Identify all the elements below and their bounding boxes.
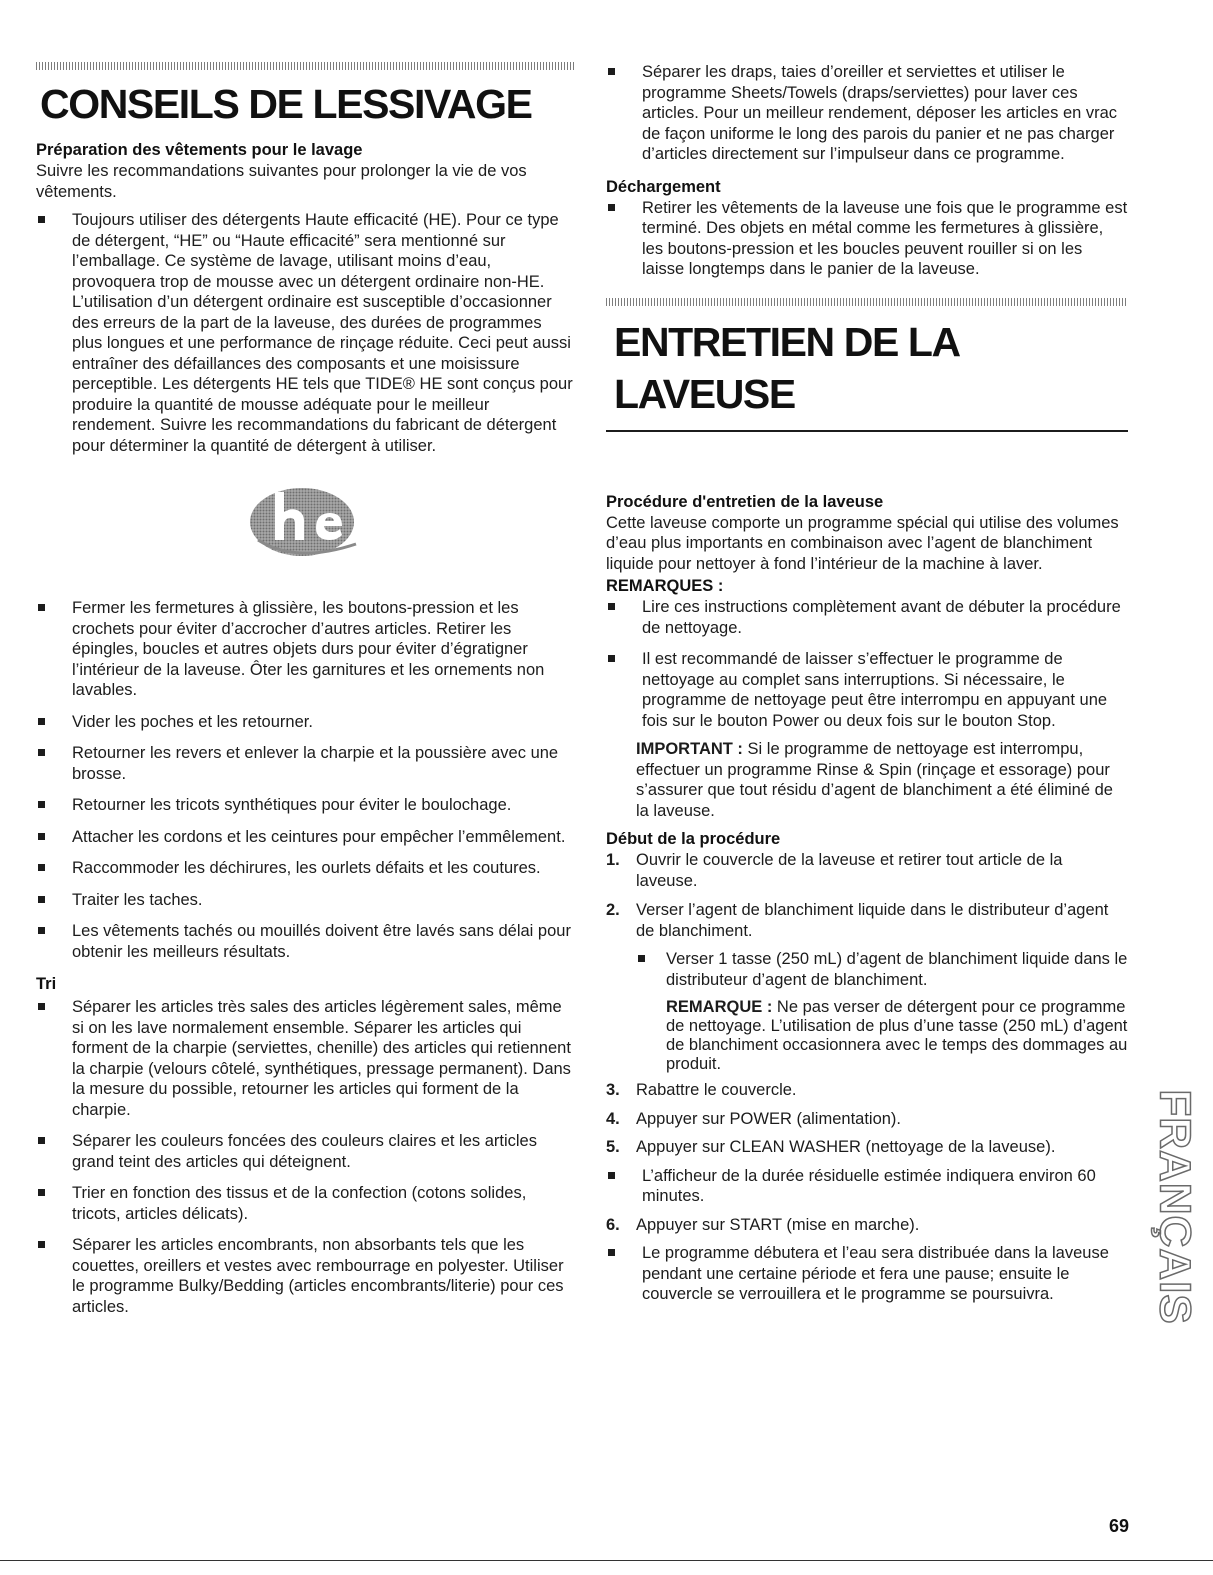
list-item: Retourner les revers et enlever la charpie et la poussière avec une brosse. — [36, 743, 576, 784]
step-number: 6. — [606, 1215, 620, 1234]
list-item: Il est recommandé de laisser s’effectuer le programme de nettoyage au complet sans interruptions. Si nécessaire, le programme de nettoyage peut être interrompu en appuyant une fois sur le bouton Power ou deux fois sur le bouton Stop. — [606, 649, 1128, 731]
step-item — [606, 1137, 1128, 1158]
prep-intro: Suivre les recommandations suivantes pour prolonger la vie de vos vêtements. — [36, 162, 527, 201]
step-item — [606, 1080, 1128, 1101]
important-label: IMPORTANT : — [636, 740, 743, 758]
he-logo-icon — [244, 482, 368, 570]
list-item: Le programme débutera et l’eau sera distribuée dans la laveuse pendant une certaine période et fera une pause; ensuite le couvercle se verrouillera et le programme se poursuivra. — [606, 1243, 1128, 1305]
section-title-laundry-tips: CONSEILS DE LESSIVAGE — [40, 81, 532, 127]
list-item: Séparer les draps, taies d’oreiller et serviettes et utiliser le programme Sheets/Towels (draps/serviettes) pour laver ces articles. Pour un meilleur rendement, déposer les articles en vrac de façon uniforme le long des parois du panier et ne pas charger d’articles directement sur l’impulseur dans ce programme. — [606, 62, 1128, 165]
title-rule — [606, 298, 1128, 306]
title-rule — [36, 62, 576, 70]
list-item: Verser 1 tasse (250 mL) d’agent de blanchiment liquide dans le distributeur d’agent de blanchiment. — [636, 949, 1128, 990]
step-text: Appuyer sur CLEAN WASHER (nettoyage de la laveuse). — [636, 1138, 1056, 1156]
step-text: Verser l’agent de blanchiment liquide dans le distributeur d’agent de blanchiment. — [636, 901, 1109, 940]
step-number: 5. — [606, 1138, 620, 1156]
right-column — [606, 62, 1128, 1305]
list-item: Trier en fonction des tissus et de la confection (cotons solides, tricots, articles délicats). — [36, 1183, 576, 1224]
step-text: Rabattre le couvercle. — [636, 1081, 797, 1099]
list-item: Fermer les fermetures à glissière, les boutons-pression et les crochets pour éviter d’accrocher d’autres articles. Retirer les épingles, boucles et autres objets durs pour éviter d’égratigner l’intérieur de la laveuse. Ôter les garnitures et les ornements non lavables. — [36, 598, 576, 701]
list-item: Raccommoder les déchirures, les ourlets défaits et les coutures. — [36, 858, 576, 879]
step-text: Appuyer sur POWER (alimentation). — [636, 1109, 902, 1128]
display-list — [606, 1166, 1128, 1207]
steps-list — [606, 850, 1128, 941]
step-item — [606, 850, 1128, 891]
procedure-heading: Procédure d'entretien de la laveuse — [606, 492, 884, 511]
title-underline — [606, 430, 1128, 432]
step-number: 2. — [606, 901, 620, 919]
step-six — [606, 1215, 1128, 1236]
list-item: Séparer les articles encombrants, non absorbants tels que les couettes, oreillers et vestes avec rembourrage en polyester. Utiliser le programme Bulky/Bedding (articles encombrants/literie) pour ces articles. — [36, 1235, 576, 1317]
list-item: Séparer les articles très sales des articles légèrement sales, même si on les lave normalement ensemble. Séparer les articles qui forment de la charpie (serviettes, chenille) des articles qui retiennent la charpie (velours côtelé, synthétiques, pressage permanent). Dans la mesure du possible, retourner les articles qui forment de la charpie. — [36, 997, 576, 1120]
section-title-washer-care: ENTRETIEN DE LA LAVEUSE — [614, 318, 959, 417]
language-tab-label: FRANÇAIS — [1151, 1089, 1201, 1325]
sheets-list — [606, 62, 1128, 165]
note-text: Ne pas verser de détergent pour ce programme de nettoyage. L’utilisation de plus d’une tasse (250 mL) d’agent de blanchiment occasionnera avec le temps des dommages au produit. — [666, 998, 1128, 1073]
note-label: REMARQUE : — [666, 998, 773, 1016]
sort-list — [36, 997, 576, 1317]
final-list — [606, 1243, 1128, 1305]
list-item: Lire ces instructions complètement avant de débuter la procédure de nettoyage. — [606, 597, 1128, 638]
step-number: 3. — [606, 1081, 620, 1099]
steps-list-continued — [606, 1080, 1128, 1158]
step-number: 4. — [606, 1109, 620, 1128]
important-text: Si le programme de nettoyage est interrompu, effectuer un programme Rinse & Spin (rinçage et essorage) pour s’assurer que tout résidu d’agent de blanchiment a été éliminé de la laveuse. — [636, 740, 1113, 820]
prep-list — [36, 598, 576, 962]
remarks-heading: REMARQUES : — [606, 577, 724, 595]
sort-heading: Tri — [36, 975, 57, 993]
step-number: 1. — [606, 851, 620, 869]
unload-heading: Déchargement — [606, 177, 721, 196]
list-item: Retirer les vêtements de la laveuse une fois que le programme est terminé. Des objets en métal comme les fermetures à glissière, les boutons-pression et les boucles peuvent rouiller si on les laisse longtemps dans le panier de la laveuse. — [606, 198, 1128, 280]
list-item: Les vêtements tachés ou mouillés doivent être lavés sans délai pour obtenir les meilleurs résultats. — [36, 921, 576, 962]
subsection-band — [606, 438, 1128, 480]
important-note — [636, 739, 1128, 821]
list-item: Attacher les cordons et les ceintures pour empêcher l’emmêlement. — [36, 827, 576, 848]
step-item — [606, 900, 1128, 941]
step-text: Appuyer sur START (mise en marche). — [636, 1215, 920, 1234]
left-column — [36, 62, 576, 1317]
unload-list — [606, 198, 1128, 280]
prep-list-he — [36, 210, 576, 456]
list-item: Vider les poches et les retourner. — [36, 712, 576, 733]
remarks-list — [606, 597, 1128, 731]
step-item — [606, 1215, 1128, 1236]
procedure-intro: Cette laveuse comporte un programme spécial qui utilise des volumes d’eau plus importants en combinaison avec l’agent de blanchiment liquide pour nettoyer à fond l’intérieur de la machine à laver. — [606, 513, 1119, 573]
he-logo — [36, 482, 576, 570]
footer-rule — [0, 1560, 1213, 1561]
step2-sublist — [636, 949, 1128, 990]
list-item: Traiter les taches. — [36, 890, 576, 911]
list-item: L’afficheur de la durée résiduelle estimée indiquera environ 60 minutes. — [606, 1166, 1128, 1207]
list-item: Séparer les couleurs foncées des couleurs claires et les articles grand teint des articles qui déteignent. — [36, 1131, 576, 1172]
prep-heading: Préparation des vêtements pour le lavage — [36, 141, 363, 159]
step-text: Ouvrir le couvercle de la laveuse et retirer tout article de la laveuse. — [636, 851, 1063, 890]
bleach-note — [666, 998, 1128, 1074]
list-item: Toujours utiliser des détergents Haute efficacité (HE). Pour ce type de détergent, “HE” ou “Haute efficacité” sera mentionné sur l’emballage. Ce système de lavage, utilisant moins d’eau, provoquera trop de mousse avec un détergent ordinaire non-HE. L’utilisation d’un détergent ordinaire est susceptible d’occasionner des erreurs de la part de la laveuse, des durées de programmes plus longues et une performance de rinçage réduite. Ceci peut aussi entraîner des défaillances des composants et une moisissure perceptible. Les détergents HE tels que TIDE® HE sont conçus pour produire la quantité de mousse adéquate pour le meilleur rendement. Suivre les recommandations du fabricant de détergent pour déterminer la quantité de détergent à utiliser. — [36, 210, 576, 456]
list-item: Retourner les tricots synthétiques pour éviter le boulochage. — [36, 795, 576, 816]
page-number: 69 — [1108, 1516, 1129, 1536]
start-heading: Début de la procédure — [606, 830, 781, 848]
language-side-tab — [1147, 1062, 1203, 1352]
step-item — [606, 1109, 1128, 1130]
